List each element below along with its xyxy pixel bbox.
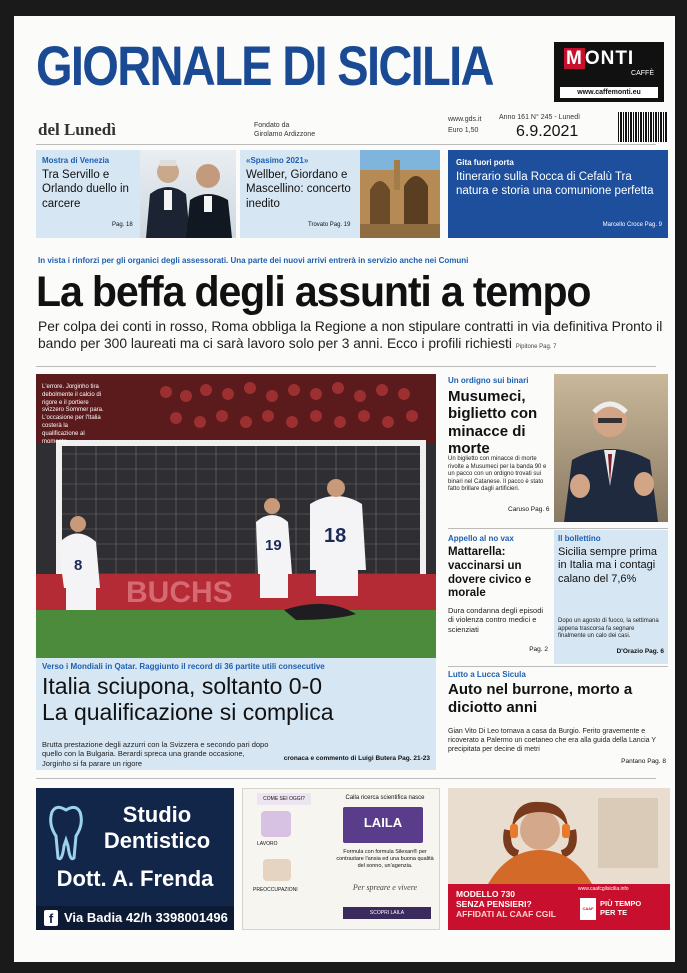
ad-laila-illustration bbox=[263, 859, 291, 881]
teaser-venezia[interactable] bbox=[36, 150, 236, 238]
ad-dentist-line-1: Studio bbox=[122, 802, 192, 827]
ad-laila-product: LAILA bbox=[363, 815, 403, 830]
ad-laila[interactable] bbox=[242, 788, 440, 930]
shirt-number-18: 18 bbox=[324, 525, 347, 547]
lead-kicker: In vista i rinforzi per gli organici degli assessorati. Una parte dei nuovi arrivi entrerà in servizio anche nei Comuni bbox=[38, 256, 469, 265]
sponsor-brand bbox=[564, 48, 634, 70]
story-italia[interactable] bbox=[36, 658, 436, 770]
teaser-page: Trovato Pag. 19 bbox=[308, 222, 351, 228]
story-kicker: Il bollettino bbox=[558, 534, 601, 543]
divider bbox=[448, 666, 668, 667]
story-body: Dura condanna degli episodi di violenza contro medici e scienziati bbox=[448, 606, 544, 634]
teaser-kicker: Gita fuori porta bbox=[456, 158, 514, 167]
shirt-number-19: 19 bbox=[265, 537, 282, 554]
story-title: Mattarella: vaccinarsi un dovere civico e morale bbox=[448, 546, 532, 600]
story-body: Un biglietto con minacce di morte rivolte a Musumeci per la banda 90 e un pacco con un ordigno trovati sui binari nel Catanese. Il pacco è stato fatto brillare dagli artificieri. bbox=[448, 456, 547, 492]
ad-dentist-doctor: Dott. A. Frenda bbox=[56, 866, 214, 891]
ad-dentist-footer bbox=[36, 906, 234, 930]
founded-note bbox=[254, 122, 315, 140]
ad-caaf-photo bbox=[448, 788, 670, 884]
ad-caaf-line-3: AFFIDATI AL CAAF CGIL bbox=[456, 908, 556, 919]
teaser-title: Wellber, Giordano e Mascellino: concerto inedito bbox=[246, 169, 351, 210]
facebook-icon[interactable]: f bbox=[44, 910, 58, 926]
photo-italia-svizzera-penalty bbox=[36, 374, 436, 658]
founded-line-2: Girolamo Ardizzone bbox=[254, 130, 316, 138]
ad-caaf-url[interactable]: www.caafcgilsicilia.info bbox=[578, 886, 629, 892]
ad-studio-dentistico[interactable] bbox=[36, 788, 234, 930]
founded-line-1: Fondato da bbox=[254, 122, 290, 129]
tooth-icon bbox=[46, 802, 86, 862]
ad-laila-panel-2: LAVORO bbox=[257, 841, 278, 847]
lead-standfirst bbox=[38, 318, 668, 352]
photo-servillo-orlando bbox=[140, 150, 236, 238]
story-kicker: Lutto a Lucca Sicula bbox=[448, 670, 526, 679]
story-page: Caruso Pag. 6 bbox=[508, 506, 550, 513]
story-body: Gian Vito Di Leo tornava a casa da Burgio. Ferito gravemente e ricoverato a Palermo un coetaneo che era alla guida della Lancia Y precipitata per decine di metri bbox=[448, 728, 656, 753]
story-headline-line-1: Italia sciupona, soltanto 0-0 bbox=[42, 673, 323, 699]
site-url[interactable]: www.gds.it bbox=[448, 116, 482, 123]
sponsor-brand-m: M bbox=[566, 48, 583, 69]
ad-laila-tagline: Per spreare e vivere bbox=[352, 883, 418, 892]
story-body: Dopo un agosto di fuoco, la settimana appena trascorsa fa segnare finalmente un calo dei casi. bbox=[558, 618, 659, 639]
story-body: Brutta prestazione degli azzurri con la Svizzera e secondo pari dopo quello con la Bulgaria. Berardi spreca una grande occasione, Jorginho si fa parare un rigore bbox=[42, 740, 269, 768]
photo-musumeci bbox=[554, 374, 668, 522]
lead-headline[interactable]: La beffa degli assunti a tempo bbox=[36, 268, 591, 316]
sponsor-url[interactable]: www.caffemonti.eu bbox=[560, 87, 658, 98]
story-title: Musumeci, biglietto con minacce di morte bbox=[448, 388, 538, 457]
teaser-page: Pag. 18 bbox=[112, 222, 133, 228]
ad-caaf-line-2: SENZA PENSIERI? bbox=[456, 898, 532, 909]
story-headline-line-2: La qualificazione si complica bbox=[42, 699, 334, 726]
sponsor-sub: CAFFÈ bbox=[631, 70, 654, 77]
ad-laila-panel-1: COME SEI OGGI? bbox=[257, 793, 311, 805]
story-lucca[interactable] bbox=[448, 668, 670, 772]
lead-author: Pipitone Pag. 7 bbox=[515, 344, 557, 351]
ad-caaf-line-1: MODELLO 730 bbox=[456, 889, 516, 899]
story-bollettino[interactable] bbox=[554, 530, 668, 664]
lead-standfirst-text: Per colpa dei conti in rosso, Roma obbliga la Regione a non stipulare contratti in via definitiva Pronto il bando per 300 laureati ma ci sarà lavoro solo per 3 anni. Ecco i profili richiesti bbox=[38, 319, 663, 352]
story-kicker: Un ordigno sui binari bbox=[448, 376, 529, 385]
teaser-kicker: Mostra di Venezia bbox=[42, 156, 110, 165]
story-page: Pag. 2 bbox=[529, 646, 548, 653]
ad-laila-pack bbox=[343, 807, 423, 843]
masthead-title[interactable]: GIORNALE DI SICILIA bbox=[36, 34, 493, 97]
story-mattarella[interactable] bbox=[448, 532, 552, 662]
story-headline bbox=[42, 673, 334, 726]
story-title: Sicilia sempre prima in Italia ma i contagi calano del 7,6% bbox=[558, 546, 658, 585]
story-page: Pantano Pag. 8 bbox=[621, 758, 666, 765]
ad-caaf-cgil[interactable] bbox=[448, 788, 670, 930]
divider bbox=[36, 144, 656, 145]
teaser-kicker: «Spasimo 2021» bbox=[246, 156, 309, 165]
site-and-price bbox=[448, 114, 481, 136]
ad-laila-cta[interactable]: SCOPRI LAILA bbox=[343, 907, 431, 919]
teaser-page: Marcello Croce Pag. 9 bbox=[602, 222, 662, 228]
ad-caaf-side-2: PER TE bbox=[600, 907, 628, 917]
ad-laila-panel-3: PREOCCUPAZIONI bbox=[253, 887, 298, 893]
ad-caaf-text bbox=[456, 890, 556, 919]
caaf-logo: CAAF bbox=[580, 898, 596, 920]
divider bbox=[448, 528, 668, 529]
issue-number: Anno 161 N° 245 - Lunedì bbox=[499, 114, 581, 121]
story-kicker: Verso i Mondiali in Qatar. Raggiunto il record di 36 partite utili consecutive bbox=[42, 662, 325, 671]
photo-spasimo-church bbox=[360, 150, 440, 238]
divider bbox=[36, 778, 656, 779]
story-kicker: Appello al no vax bbox=[448, 534, 514, 543]
ad-caaf-side bbox=[600, 900, 641, 917]
ad-dentist-line-2: Dentistico bbox=[103, 828, 211, 854]
barcode bbox=[618, 112, 668, 142]
story-credit: cronaca e commento di Luigi Butera Pag. 21-23 bbox=[283, 755, 430, 762]
issue-date: 6.9.2021 bbox=[516, 123, 579, 140]
ad-dentist-name bbox=[82, 802, 232, 855]
edition-label: del Lunedì bbox=[38, 120, 116, 139]
newspaper-front-page bbox=[14, 16, 675, 962]
teaser-title: Itinerario sulla Rocca di Cefalù Tra natura e storia una comunione perfetta bbox=[456, 171, 654, 198]
board-text: BUCHS bbox=[126, 576, 233, 609]
divider bbox=[36, 366, 656, 367]
teaser-spasimo[interactable] bbox=[240, 150, 440, 238]
ad-laila-header: Calla ricerca scientifica nasce bbox=[345, 795, 425, 801]
teaser-title: Tra Servillo e Orlando duello in carcere bbox=[42, 169, 129, 210]
shirt-number-8: 8 bbox=[74, 557, 83, 574]
sponsor-box-monti-caffe[interactable] bbox=[554, 42, 664, 102]
photo-caption: L'errore. Jorginho tira debolmente il calcio di rigore e il portiere svizzero Sommer para. L'occasione per l'Italia costerà la qualificazione al momento bbox=[42, 384, 104, 445]
ad-dentist-address: Via Badia 42/h 3398001496 bbox=[64, 910, 228, 925]
ad-caaf-side-1: PIÙ TEMPO bbox=[600, 899, 642, 908]
ad-laila-desc: Formula con formula Silexan® per contrastare l'ansia ed una buona qualità del sonno, un'agenzia. bbox=[336, 849, 434, 869]
price: Euro 1,50 bbox=[448, 127, 479, 135]
story-musumeci[interactable] bbox=[448, 374, 668, 524]
ad-laila-illustration bbox=[261, 811, 291, 837]
sponsor-brand-rest: ONTI bbox=[584, 48, 635, 69]
story-title: Auto nel burrone, morto a diciotto anni bbox=[448, 681, 633, 716]
story-page: D'Orazio Pag. 6 bbox=[616, 648, 664, 655]
ad-caaf-banner bbox=[448, 884, 670, 930]
teaser-cefalu[interactable] bbox=[448, 150, 668, 238]
